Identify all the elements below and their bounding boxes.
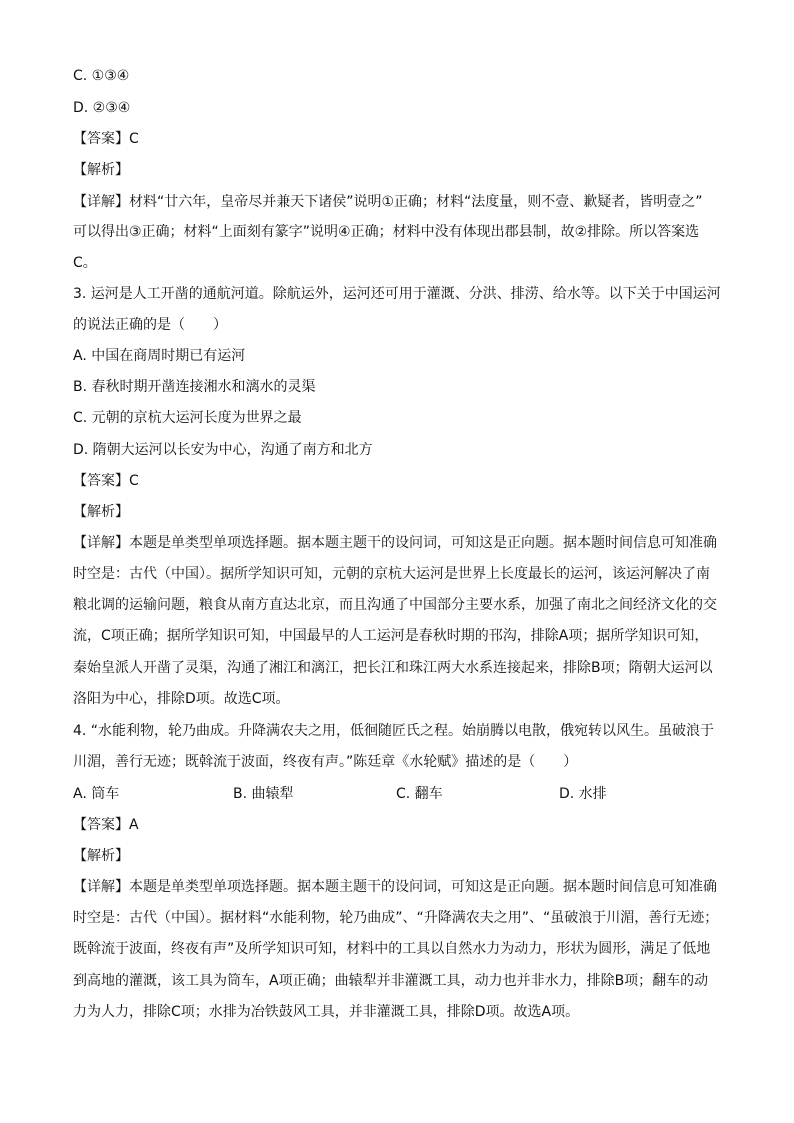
q3-detail-line: 时空是：古代（中国）。据所学知识可知，元朝的京杭大运河是世界上长度最长的运河，该运河解决了南	[73, 566, 710, 582]
q3-detail-line: 秦始皇派人开凿了灵渠，沟通了湘江和漓江，把长江和珠江两大水系连接起来，排除B项；隋朝大运河以	[73, 660, 713, 676]
q3-option-d: D. 隋朝大运河以长安为中心，沟通了南方和北方	[73, 442, 373, 458]
q4-detail-line: 时空是：古代（中国）。据材料“水能利物，轮乃曲成”、“升降满农夫之用”、“虽破浪于川湄，善行无迹；	[73, 910, 719, 926]
q4-detail-line: 力为人力，排除C项；水排为冶铁鼓风工具，并非灌溉工具，排除D项。故选A项。	[73, 1004, 580, 1020]
q4-stem-line: 川湄，善行无迹；既斡流于波面，终夜有声。”陈廷章《水轮赋》描述的是（ ）	[73, 754, 578, 770]
q4-option-b: B. 曲辕犁	[233, 786, 294, 802]
q2-answer: 【答案】C	[73, 131, 139, 147]
q4-detail-line: 【详解】本题是单类型单项选择题。据本题主题干的设问词，可知这是正向题。据本题时间信息可知准确	[73, 879, 717, 895]
q3-answer: 【答案】C	[73, 473, 139, 489]
q3-option-c: C. 元朝的京杭大运河长度为世界之最	[73, 410, 302, 426]
q4-option-d: D. 水排	[559, 786, 607, 802]
q3-stem-line: 的说法正确的是（ ）	[73, 317, 227, 333]
q3-option-b: B. 春秋时期开凿连接湘水和漓水的灵渠	[73, 379, 316, 395]
q4-analysis-heading: 【解析】	[73, 848, 129, 864]
q4-detail-line: 到高地的灌溉，该工具为筒车，A项正确；曲辕犁并非灌溉工具，动力也并非水力，排除B项；翻车的动	[73, 973, 709, 989]
q4-options-row	[73, 784, 733, 804]
q4-detail-line: 既斡流于波面，终夜有声”及所学知识可知，材料中的工具以自然水力为动力，形状为圆形，满足了低地	[73, 941, 711, 957]
q2-option-c: C. ①③④	[73, 68, 130, 84]
q3-analysis-heading: 【解析】	[73, 504, 129, 520]
q2-detail-line: C。	[73, 255, 97, 271]
q3-detail-line: 洛阳为中心，排除D项。故选C项。	[73, 691, 290, 707]
q3-option-a: A. 中国在商周时期已有运河	[73, 348, 246, 364]
q2-detail-line: 可以得出③正确；材料“上面刻有篆字”说明④正确；材料中没有体现出郡县制，故②排除。所以答案选	[73, 224, 700, 240]
q3-detail-line: 【详解】本题是单类型单项选择题。据本题主题干的设问词，可知这是正向题。据本题时间信息可知准确	[73, 535, 717, 551]
q2-analysis-heading: 【解析】	[73, 162, 129, 178]
q3-detail-line: 粮北调的运输问题，粮食从南方直达北京，而且沟通了中国部分主要水系，加强了南北之间经济文化的交	[73, 597, 717, 613]
q3-stem-line: 3. 运河是人工开凿的通航河道。除航运外，运河还可用于灌溉、分洪、排涝、给水等。以下关于中国运河	[73, 286, 721, 302]
q3-detail-line: 流，C项正确；据所学知识可知，中国最早的人工运河是春秋时期的邗沟，排除A项；据所学知识可知，	[73, 628, 709, 644]
q4-option-a: A. 筒车	[73, 786, 120, 802]
q4-stem-line: 4. “水能利物，轮乃曲成。升降满农夫之用，低徊随匠氏之程。始崩腾以电散，俄宛转以风生。虽破浪于	[73, 723, 715, 739]
q4-answer: 【答案】A	[73, 817, 139, 833]
q4-option-c: C. 翻车	[396, 786, 443, 802]
q2-option-d: D. ②③④	[73, 100, 131, 116]
q2-detail-line: 【详解】材料“廿六年，皇帝尽并兼天下诸侯”说明①正确；材料“法度量，则不壹、歉疑者，皆明壹之”	[73, 194, 703, 210]
